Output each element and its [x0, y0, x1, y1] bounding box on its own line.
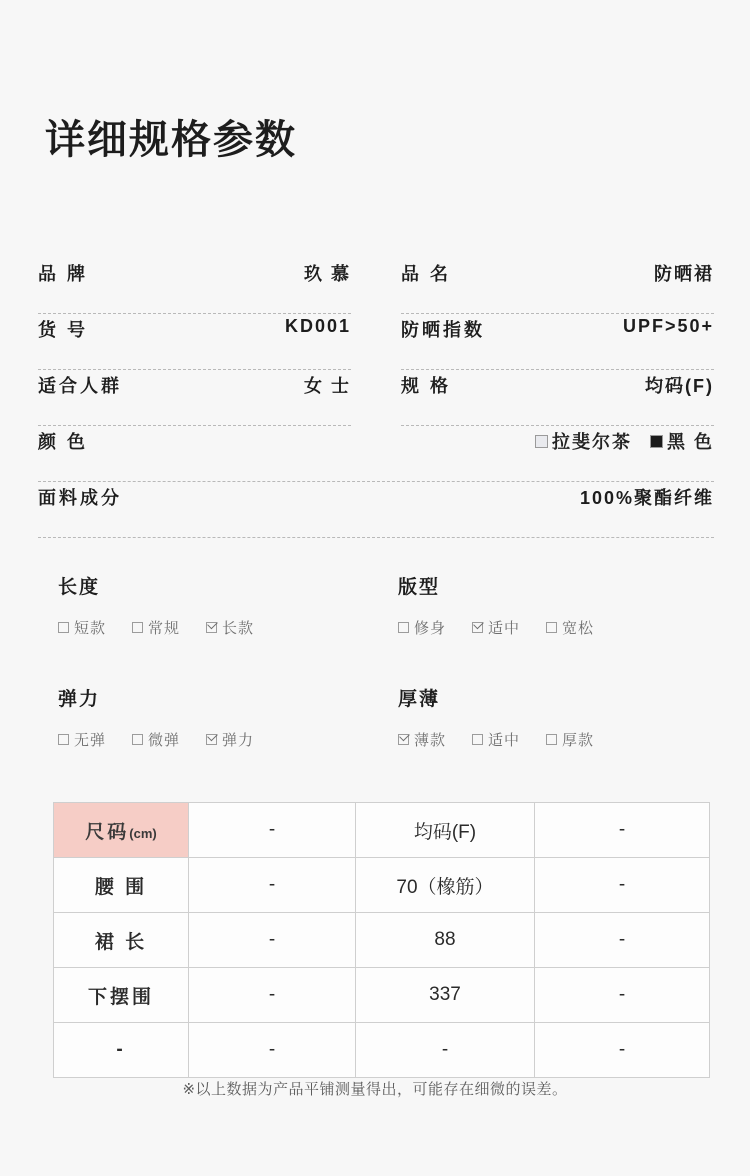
row-header-unit: (cm) — [129, 825, 157, 841]
option-label: 修身 — [414, 620, 447, 637]
color-name: 拉斐尔茶 — [551, 432, 632, 452]
option-label: 短款 — [74, 620, 107, 637]
spec-value: UPF>50+ — [622, 316, 714, 336]
option-label: 适中 — [488, 732, 521, 749]
table-row — [54, 968, 710, 1023]
option-label: 厚款 — [562, 732, 595, 749]
option-item[interactable] — [58, 729, 106, 750]
option-label: 弹力 — [222, 732, 255, 749]
checkbox-icon[interactable] — [546, 734, 557, 745]
table-cell: 均码(F) — [356, 803, 535, 858]
spec-value: KD001 — [284, 316, 351, 336]
measurement-table — [53, 802, 697, 1078]
spec-row — [401, 314, 714, 370]
checkbox-icon[interactable] — [472, 734, 483, 745]
color-option — [535, 428, 632, 454]
spec-value: 玖 慕 — [303, 264, 351, 284]
option-group-thickness — [378, 684, 718, 750]
option-items — [398, 617, 718, 638]
option-groups — [38, 572, 718, 796]
checkbox-checked-icon[interactable] — [472, 622, 483, 633]
color-option — [650, 428, 714, 454]
option-items — [398, 729, 718, 750]
option-items — [58, 729, 378, 750]
table-cell: 88 — [356, 913, 535, 968]
option-label: 无弹 — [74, 732, 107, 749]
option-label: 常规 — [148, 620, 181, 637]
checkbox-icon[interactable] — [132, 734, 143, 745]
table-row-header: 下摆围 — [54, 968, 189, 1023]
option-item[interactable] — [132, 617, 180, 638]
spec-row — [38, 258, 351, 314]
color-swatch-icon — [535, 435, 548, 448]
spec-row-color — [38, 426, 714, 482]
option-item-selected[interactable] — [472, 617, 520, 638]
spec-label: 品 名 — [401, 264, 452, 284]
checkbox-checked-icon[interactable] — [398, 734, 409, 745]
spec-row — [401, 258, 714, 314]
spec-value: 防晒裙 — [654, 264, 714, 284]
option-group-elasticity — [38, 684, 378, 750]
option-group-fit — [378, 572, 718, 638]
checkbox-icon[interactable] — [398, 622, 409, 633]
spec-grid — [38, 258, 714, 538]
option-group-length — [38, 572, 378, 638]
option-group-title: 长度 — [58, 577, 101, 598]
table-cell: - — [535, 968, 710, 1023]
option-label: 薄款 — [414, 732, 447, 749]
spec-row-fabric — [38, 482, 714, 538]
table-cell: - — [535, 1023, 710, 1078]
color-name: 黑 色 — [666, 432, 714, 452]
option-item[interactable] — [58, 617, 106, 638]
table-cell: - — [356, 1023, 535, 1078]
page-title: 详细规格参数 — [45, 118, 297, 162]
option-item-selected[interactable] — [206, 729, 254, 750]
spec-label: 规 格 — [401, 376, 452, 396]
option-item[interactable] — [546, 617, 594, 638]
footnote: ※以上数据为产品平铺测量得出，可能存在细微的误差。 — [182, 1081, 568, 1098]
option-item[interactable] — [132, 729, 180, 750]
spec-value: 女 士 — [303, 376, 351, 396]
table-row — [54, 1023, 710, 1078]
checkbox-checked-icon[interactable] — [206, 734, 217, 745]
table-cell: - — [189, 913, 356, 968]
checkbox-icon[interactable] — [58, 734, 69, 745]
table-row — [54, 803, 710, 858]
table-cell: - — [535, 913, 710, 968]
table-cell: - — [189, 803, 356, 858]
spec-value: 100%聚酯纤维 — [579, 488, 714, 508]
table-row-header: - — [54, 1023, 189, 1078]
option-item-selected[interactable] — [398, 729, 446, 750]
spec-label: 货 号 — [38, 320, 89, 340]
table-cell: - — [189, 1023, 356, 1078]
option-group-title: 版型 — [398, 577, 441, 598]
spec-row — [38, 370, 351, 426]
table-cell: - — [535, 858, 710, 913]
option-item[interactable] — [398, 617, 446, 638]
table-cell: - — [535, 803, 710, 858]
option-item-selected[interactable] — [206, 617, 254, 638]
option-item[interactable] — [546, 729, 594, 750]
table-cell: - — [189, 858, 356, 913]
spec-label: 适合人群 — [38, 376, 122, 396]
spec-label: 颜 色 — [38, 432, 89, 452]
spec-label: 品 牌 — [38, 264, 89, 284]
table-row-header: 裙 长 — [54, 913, 189, 968]
color-swatch-icon — [650, 435, 663, 448]
option-label: 适中 — [488, 620, 521, 637]
spec-label: 防晒指数 — [401, 320, 485, 340]
option-item[interactable] — [472, 729, 520, 750]
checkbox-icon[interactable] — [546, 622, 557, 633]
table-cell: 337 — [356, 968, 535, 1023]
table-row — [54, 858, 710, 913]
option-group-title: 厚薄 — [398, 689, 441, 710]
spec-row — [38, 314, 351, 370]
option-items — [58, 617, 378, 638]
row-header-label: 尺码 — [85, 821, 130, 843]
specification-table — [38, 258, 714, 538]
spec-row — [401, 370, 714, 426]
spec-value: 均码(F) — [645, 376, 714, 396]
spec-label: 面料成分 — [38, 488, 122, 508]
table-cell: 70（橡筋） — [356, 858, 535, 913]
checkbox-checked-icon[interactable] — [206, 622, 217, 633]
checkbox-icon[interactable] — [132, 622, 143, 633]
option-group-title: 弹力 — [58, 689, 101, 710]
option-label: 长款 — [222, 620, 255, 637]
table-row — [54, 913, 710, 968]
table-cell: - — [189, 968, 356, 1023]
table-row-header: 腰 围 — [54, 858, 189, 913]
color-options — [535, 428, 714, 454]
table-row-header — [54, 803, 189, 858]
checkbox-icon[interactable] — [58, 622, 69, 633]
option-label: 宽松 — [562, 620, 595, 637]
option-label: 微弹 — [148, 732, 181, 749]
